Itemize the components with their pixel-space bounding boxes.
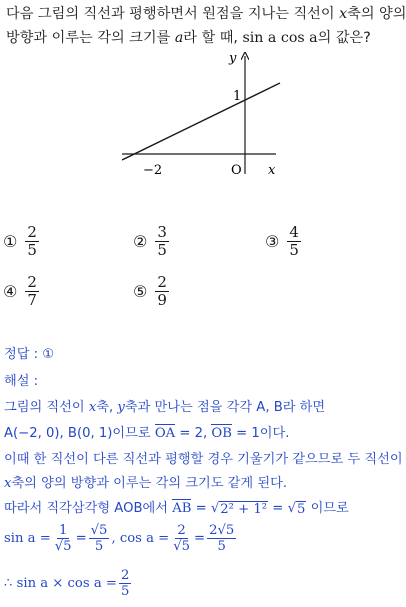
line-graph	[110, 50, 290, 180]
solution-line-4: x축의 양의 방향과 이루는 각의 크기도 같게 된다.	[4, 476, 288, 491]
question-line-1: 다음 그림의 직선과 평행하면서 원점을 지나는 직선이 x축의 양의	[6, 6, 406, 22]
sqrt-five: √ 5	[287, 501, 306, 517]
sqrt-sum: √ 2² + 1²	[210, 501, 268, 517]
y-intercept-label: 1	[233, 89, 242, 104]
solution-line-3: 이때 한 직선이 다른 직선과 평행할 경우 기울기가 같으므로 두 직선이	[4, 452, 403, 467]
solution-line-5: 따라서 직각삼각형 AOB에서 AB = √ 2² + 1² = √ 5 이므로	[4, 501, 349, 517]
sin-fraction-2: $\frac{√5}{5}$	[90, 523, 108, 555]
solution-heading: 해설 :	[4, 374, 39, 389]
choice-4[interactable]: ④ $\frac{2}{7}$	[3, 273, 37, 310]
cos-fraction-1: $\frac{2}{√5}$	[173, 523, 191, 555]
choice-3[interactable]: ③ $\frac{4}{5}$	[265, 223, 299, 260]
solution-line-7: ∴ sin a × cos a = $\frac{2}{5}$	[4, 568, 130, 600]
choice-5[interactable]: ⑤ $\frac{2}{9}$	[133, 273, 167, 310]
sin-fraction-1: $\frac{1}{√5}$	[54, 523, 72, 555]
x-axis-label: x	[268, 163, 276, 178]
choice-1-fraction: $\frac{2}{5}$	[27, 223, 37, 260]
choice-2[interactable]: ② $\frac{3}{5}$	[133, 223, 167, 260]
choice-2-fraction: $\frac{3}{5}$	[157, 223, 167, 260]
solution-line-2: A(−2, 0), B(0, 1)이므로 OA = 2, OB = 1이다.	[4, 426, 290, 441]
choice-4-fraction: $\frac{2}{7}$	[27, 273, 37, 310]
cos-fraction-2: $\frac{2√5}{5}$	[209, 523, 235, 555]
solution-line-6: sin a = $\frac{1}{√5}$ = $\frac{√5}{5}$ , cos a = $\frac{2}{√5}$ = $\frac{2√5}{5}$	[4, 523, 235, 555]
origin-label: O	[231, 163, 242, 178]
choice-5-fraction: $\frac{2}{9}$	[157, 273, 167, 310]
final-fraction: $\frac{2}{5}$	[120, 568, 130, 600]
y-axis-label: y	[229, 51, 237, 66]
plotted-line	[122, 83, 280, 160]
question-line-2: 방향과 이루는 각의 크기를 a라 할 때, sin a cos a의 값은?	[6, 30, 371, 46]
solution-line-1: 그림의 직선이 x축, y축과 만나는 점을 각각 A, B라 하면	[4, 400, 326, 415]
choice-1[interactable]: ① $\frac{2}{5}$	[3, 223, 37, 260]
answer-label: 정답 : ①	[4, 347, 55, 362]
choice-3-fraction: $\frac{4}{5}$	[289, 223, 299, 260]
x-intercept-label: −2	[143, 163, 163, 178]
